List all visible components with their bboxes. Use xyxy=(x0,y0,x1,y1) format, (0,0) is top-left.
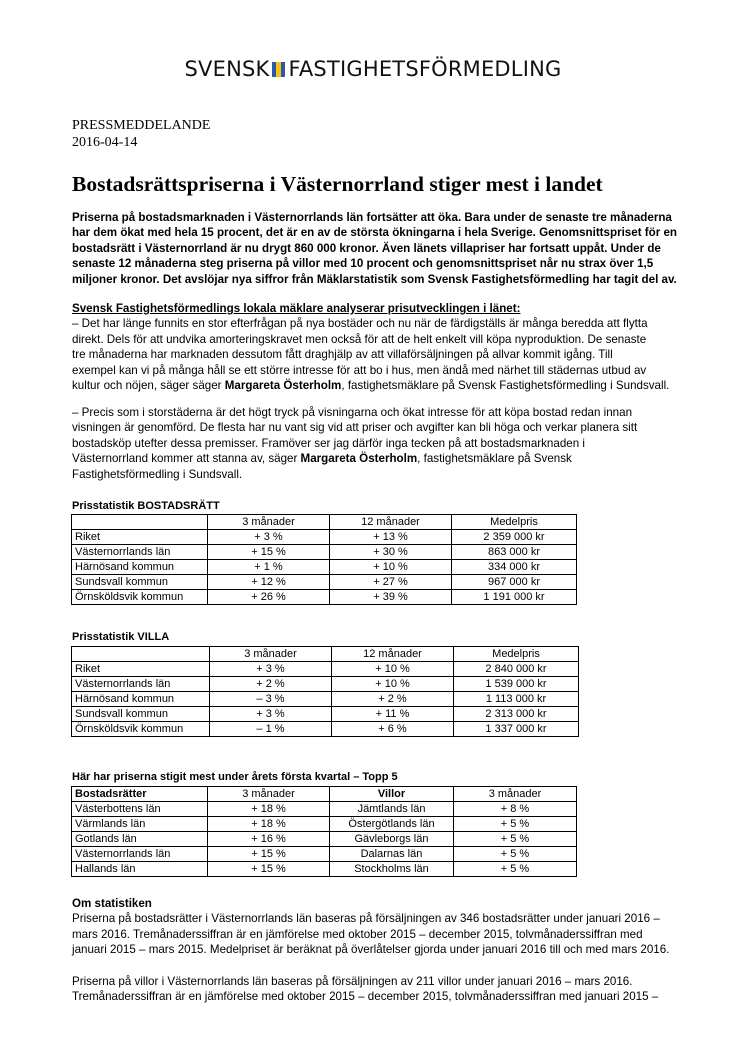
column-header: Villor xyxy=(330,787,454,802)
table-row: Sundsvall kommun + 12 % + 27 % 967 000 kr xyxy=(72,575,577,590)
release-type: PRESSMEDDELANDE xyxy=(72,118,211,133)
quote-line: – Precis som i storstäderna är det högt tryck på visningarna och ökat intresse för att köpa bostad redan innan xyxy=(72,406,633,419)
table-row: Sundsvall kommun + 3 % + 11 % 2 313 000 kr xyxy=(72,707,579,722)
column-header: 3 månader xyxy=(208,787,330,802)
quote-block-1 xyxy=(72,301,672,393)
lead-paragraph xyxy=(72,210,677,287)
table-row: Örnsköldsvik kommun + 26 % + 39 % 1 191 000 kr xyxy=(72,590,577,605)
about-heading: Om statistiken xyxy=(72,897,152,910)
lead-line: Priserna på bostadsmarknaden i Västernorrlands län fortsätter att öka. Bara under de senaste tre månaderna xyxy=(72,211,672,224)
column-header: 3 månader xyxy=(210,647,332,662)
about-villa-paragraph xyxy=(72,974,672,1005)
quote-line: – Det har länge funnits en stor efterfrågan på nya bostäder och nu när de färdigställs är många beredda att flytta xyxy=(72,317,648,331)
table-top5 xyxy=(71,786,577,877)
about-line: Tremånaderssiffran är en jämförelse med oktober 2015 – december 2015, tolvmånaderssiffran med januari 2015 – xyxy=(72,990,659,1004)
quote-line: tre månaderna har marknaden dessutom fått draghjälp av att villaförsäljningen på allvar kommit igång. Till xyxy=(72,348,613,362)
table-header-row xyxy=(72,647,579,662)
agent-name: Margareta Österholm xyxy=(224,378,342,392)
company-logo xyxy=(0,57,746,81)
table-heading-top5: Här har priserna stigit mest under årets första kvartal – Topp 5 xyxy=(72,771,398,783)
column-header: Bostadsrätter xyxy=(72,787,208,802)
table-villa xyxy=(71,646,579,737)
quote-line: exempel kan vi på många håll se ett större intresse för att bo i hus, men ändå med närhet till städernas utbud av xyxy=(72,363,647,377)
table-row: Västernorrlands län + 15 % Dalarnas län + 5 % xyxy=(72,847,577,862)
lead-line: miljoner kronor. Det avslöjar nya siffror från Mäklarstatistik som Svensk Fastighetsförmedling har tagit del av. xyxy=(72,272,677,286)
table-bostadsratt xyxy=(71,514,577,605)
agent-name: Margareta Österholm xyxy=(300,452,418,466)
lead-line: har dem ökat med hela 15 procent, det är en av de största ökningarna i hela Sverige. Genomsnittspriset för en xyxy=(72,226,677,240)
logo-text-right: FASTIGHETSFÖRMEDLING xyxy=(288,57,562,81)
page-title: Bostadsrättspriserna i Västernorrland stiger mest i landet xyxy=(72,172,603,196)
table-row: Örnsköldsvik kommun – 1 % + 6 % 1 337 000 kr xyxy=(72,722,579,737)
quote-block-2 xyxy=(72,405,672,482)
table-row: Västerbottens län + 18 % Jämtlands län + 8 % xyxy=(72,802,577,817)
about-line: Priserna på villor i Västernorrlands län baseras på försäljningen av 211 villor under januari 2016 – mars 2016. xyxy=(72,975,633,988)
release-meta xyxy=(72,117,210,151)
logo-text-left: SVENSK xyxy=(184,57,270,81)
column-header: 12 månader xyxy=(332,647,454,662)
about-line: mars 2016. Tremånaderssiffran är en jämförelse med oktober 2015 – december 2015, tolvmånaderssiffran med xyxy=(72,927,643,941)
quote-line: bostadsköp utefter dessa premisser. Framöver ser jag därför inga tecken på att bostadsmarknaden i xyxy=(72,436,585,450)
about-statistics xyxy=(72,896,672,958)
lead-line: bostadsrätt i Västernorrland är nu drygt 860 000 kronor. Även länets villapriser har fortsatt uppåt. Under de xyxy=(72,241,661,255)
table-row: Västernorrlands län + 2 % + 10 % 1 539 000 kr xyxy=(72,677,579,692)
quote-line: visningen är genomförd. De flesta har nu vant sig vid att priser och avgifter kan bli höga och verkar planera sitt xyxy=(72,421,638,435)
table-row: Riket + 3 % + 10 % 2 840 000 kr xyxy=(72,662,579,677)
table-header-row xyxy=(72,515,577,530)
section-heading: Svensk Fastighetsförmedlings lokala mäklare analyserar prisutvecklingen i länet: xyxy=(72,302,521,315)
table-header-row xyxy=(72,787,577,802)
column-header: 12 månader xyxy=(330,515,452,530)
column-header: 3 månader xyxy=(208,515,330,530)
table-row: Hallands län + 15 % Stockholms län + 5 % xyxy=(72,862,577,877)
quote-line: kultur och nöjen, säger säger Margareta Österholm, fastighetsmäklare på Svensk Fastighetsförmedling i Sundsvall. xyxy=(72,378,670,392)
table-heading-bostadsratt: Prisstatistik BOSTADSRÄTT xyxy=(72,500,220,512)
table-row: Västernorrlands län + 15 % + 30 % 863 000 kr xyxy=(72,545,577,560)
column-header: Medelpris xyxy=(454,647,579,662)
table-row: Riket + 3 % + 13 % 2 359 000 kr xyxy=(72,530,577,545)
table-heading-villa: Prisstatistik VILLA xyxy=(72,631,170,643)
column-header: Medelpris xyxy=(452,515,577,530)
about-line: januari 2015 – mars 2015. Medelpriset är beräknat på överlåtelser gjorda under januari 2016 till och med mars 2016. xyxy=(72,943,670,957)
table-row: Värmlands län + 18 % Östergötlands län + 5 % xyxy=(72,817,577,832)
table-row: Härnösand kommun – 3 % + 2 % 1 113 000 kr xyxy=(72,692,579,707)
quote-line: Västernorrland kommer att stanna av, säger Margareta Österholm, fastighetsmäklare på Svensk xyxy=(72,452,572,466)
swedish-flag-icon xyxy=(272,62,285,77)
column-header: 3 månader xyxy=(454,787,577,802)
quote-line: Fastighetsförmedling i Sundsvall. xyxy=(72,467,243,481)
about-line: Priserna på bostadsrätter i Västernorrlands län baseras på försäljningen av 346 bostadsrätter under januari 2016 – xyxy=(72,912,660,926)
table-row: Härnösand kommun + 1 % + 10 % 334 000 kr xyxy=(72,560,577,575)
lead-line: senaste 12 månaderna steg priserna på villor med 10 procent och genomsnittspriset når nu strax över 1,5 xyxy=(72,257,654,271)
table-row: Gotlands län + 16 % Gävleborgs län + 5 % xyxy=(72,832,577,847)
release-date: 2016-04-14 xyxy=(72,135,138,150)
quote-line: direkt. Dels för att undvika amorteringskravet men också för att de helt enkelt vill köpa nyproduktion. De senaste xyxy=(72,332,647,346)
